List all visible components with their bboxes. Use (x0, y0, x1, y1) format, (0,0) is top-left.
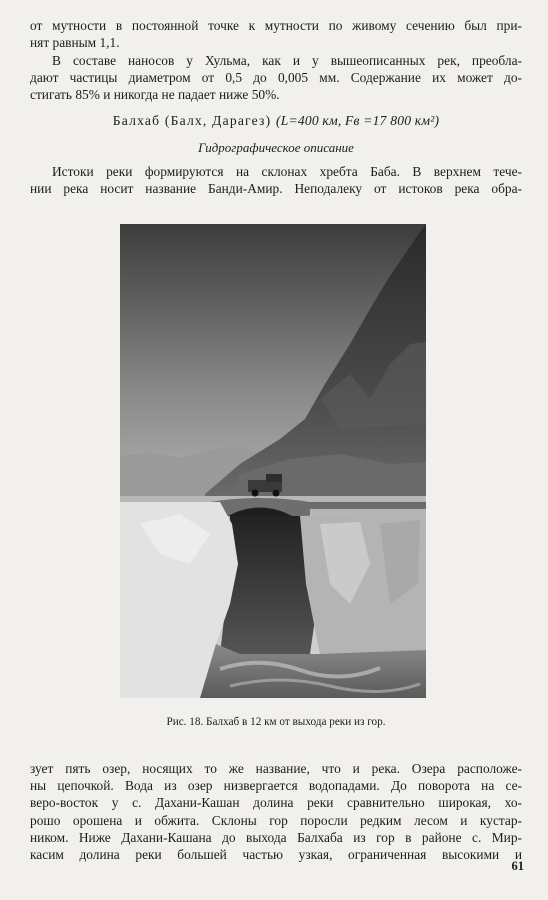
text-line: ны цепочкой. Вода из озер низвергается водопадами. До поворота на се- (30, 778, 522, 794)
sediment-paragraph (30, 52, 522, 104)
page-number: 61 (511, 859, 524, 873)
text-line: от мутности в постоянной точке к мутности по живому сечению был при- (30, 18, 522, 33)
river-name: Балхаб (Балх, Дарагез) (112, 113, 272, 128)
figure-caption: Рис. 18. Балхаб в 12 км от выхода реки из гор. (166, 716, 386, 728)
sources-paragraph (30, 163, 522, 197)
text-line: нии река носит название Банди-Амир. Неподалеку от истоков река обра- (30, 181, 522, 197)
text-line: рошо орошена и обжита. Склоны гор поросли редким лесом и кустар- (30, 812, 522, 828)
top-paragraph (30, 17, 522, 51)
text-line: В составе наносов у Хульма, как и у вышеописанных рек, преобла- (52, 53, 522, 68)
text-line: Истоки реки формируются на склонах хребта Баба. В верхнем тече- (52, 164, 522, 179)
bottom-paragraph (30, 760, 522, 863)
text-line: дают частицы диаметром от 0,5 до 0,005 мм. Содержание их может до- (30, 70, 522, 86)
text-line: касим долина реки большей частью узкая, ограниченная высокими и (30, 847, 522, 863)
section-heading (30, 113, 522, 129)
river-parameters: (L=400 км, Fв =17 800 км²) (275, 113, 440, 128)
text-line: зует пять озер, носящих то же название, что и река. Озера расположе- (30, 761, 522, 776)
river-photograph (120, 224, 426, 698)
text-line: веро-восток у с. Дахани-Кашан долина реки сравнительно широкая, хо- (30, 795, 522, 811)
section-subheading: Гидрографическое описание (198, 140, 354, 155)
text-line: стигать 85% и никогда не падает ниже 50%. (30, 87, 280, 103)
text-line: нят равным 1,1. (30, 35, 120, 51)
text-line: ником. Ниже Дахани-Кашана до выхода Балхаба из гор в районе с. Мир- (30, 829, 522, 845)
